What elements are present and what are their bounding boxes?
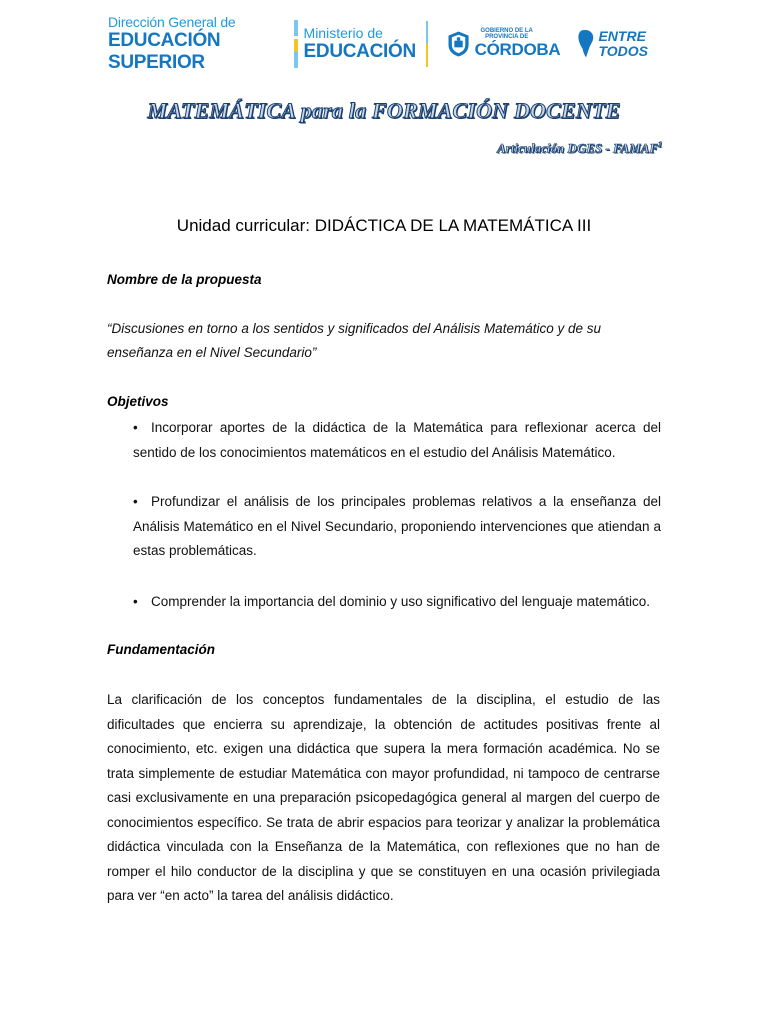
proposal-heading: Nombre de la propuesta <box>107 272 262 287</box>
bullet-icon <box>133 490 151 515</box>
argentina-map-icon <box>576 26 596 62</box>
rationale-heading: Fundamentación <box>107 642 216 657</box>
bullet-icon <box>133 416 151 441</box>
dges-logo-line1: Dirección General de <box>108 14 236 30</box>
rationale-paragraph: La clarificación de los conceptos fundamentales de la disciplina, el estudio de las dificultades que encierra su aprendizaje, la obtención de actitudes positivas frente al conocimiento, etc. exigen una didáctica que supera la mera formación académica. No se trata simplemente de estudiar Matemática con mayor profundidad, ni tampoco de centrarse casi exclusivamente en una preparación psicopedagógica general al margen del cuerpo de conocimientos específico. Se trata de abrir espacios para teorizar y analizar la problemática didáctica vinculada con la Enseñanza de la Matemática, con reflexiones que no han de romper el hilo conductor de la disciplina y que se constituyen en una ocasión privilegiada para ver “en acto” la tarea del análisis didáctico. <box>107 692 660 903</box>
logo-divider <box>426 21 428 67</box>
document-title: MATEMÁTICA para la FORMACIÓN DOCENTE <box>147 98 621 123</box>
ministerio-logo-line2: EDUCACIÓN <box>303 41 416 62</box>
objective-text: Comprender la importancia del dominio y uso significativo del lenguaje matemático. <box>151 594 651 609</box>
objective-item <box>133 490 661 564</box>
entre-todos-logo <box>598 29 648 59</box>
dges-logo-line2: EDUCACIÓN SUPERIOR <box>108 30 221 73</box>
objective-text: Incorporar aportes de la didáctica de la Matemática para reflexionar acerca del sentido de los conocimientos matemáticos en el estudio del Análisis Matemático. <box>133 420 661 460</box>
document-subtitle <box>497 140 662 156</box>
unit-title: Unidad curricular: DIDÁCTICA DE LA MATEMÁTICA III <box>176 216 592 235</box>
document-subtitle-text: Articulación DGES - FAMAF <box>497 140 658 156</box>
dges-logo <box>108 14 287 73</box>
objective-item <box>133 416 661 465</box>
cordoba-logo-big: CÓRDOBA <box>474 40 561 59</box>
objectives-heading: Objetivos <box>107 394 169 409</box>
footnote-marker: 1 <box>658 140 662 149</box>
ministerio-logo <box>304 20 416 68</box>
provincial-seal-icon <box>446 27 471 61</box>
flag-divider <box>294 20 297 68</box>
proposal-line-2: enseñanza en el Nivel Secundario” <box>107 345 317 360</box>
cordoba-logo <box>475 28 561 60</box>
objective-item <box>133 590 661 615</box>
page-header <box>108 14 648 73</box>
proposal-line-1: “Discusiones en torno a los sentidos y significados del Análisis Matemático y de su <box>107 321 601 336</box>
cordoba-logo-small: GOBIERNO DE LA PROVINCIA DE <box>480 28 533 40</box>
entre-todos-line2: TODOS <box>598 43 648 59</box>
bullet-icon <box>133 590 151 615</box>
ministerio-logo-line1: Ministerio de <box>303 25 383 41</box>
objective-text: Profundizar el análisis de los principales problemas relativos a la enseñanza del Análisis Matemático en el Nivel Secundario, proponiendo intervenciones que atiendan a estas problemáticas. <box>133 494 661 558</box>
entre-todos-line1: ENTRE <box>598 28 646 44</box>
